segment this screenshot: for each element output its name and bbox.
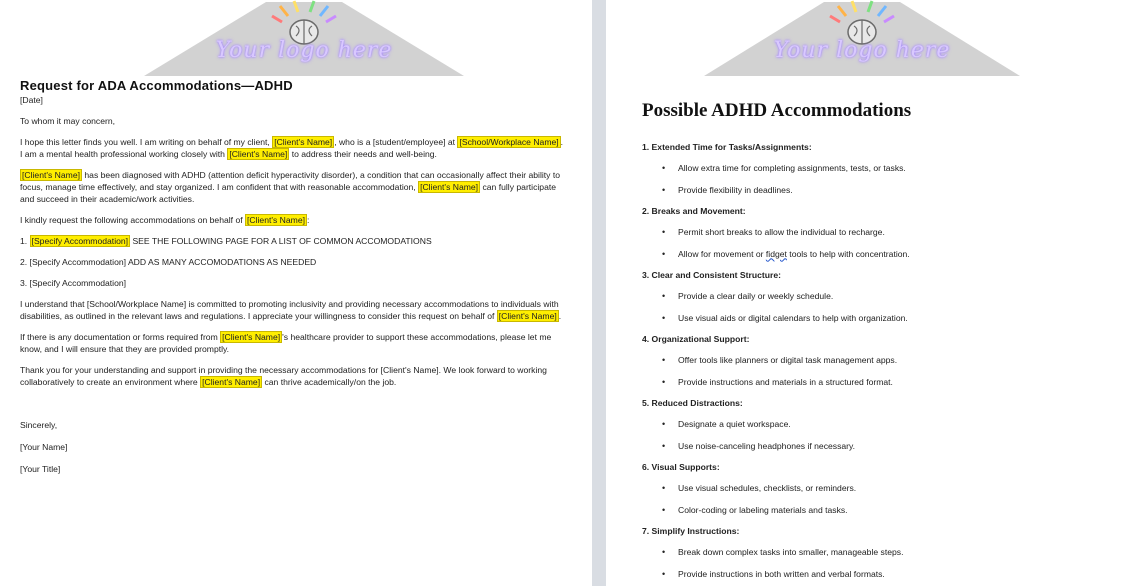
letter-paragraph: I kindly request the following accommodations on behalf of [Client's Name] : [20,215,310,225]
section-heading: 4. Organizational Support: [642,334,750,344]
list-item: • Provide instructions in both written and verbal formats. [662,568,885,579]
list-item: • Use noise-canceling headphones if necessary. [662,440,856,451]
letter-title: Request for ADA Accommodations—ADHD [20,78,293,93]
letter-body [20,80,565,485]
placeholder-highlight: [Client's Name] [274,137,333,147]
logo-banner [144,0,464,78]
list-item: • Use visual schedules, checklists, or reminders. [662,483,857,493]
list-item: • Designate a quiet workspace. [662,419,791,429]
list-item: • Break down complex tasks into smaller, manageable steps. [662,547,904,557]
list-item: • Use visual aids or digital calendars to help with organization. [662,312,908,323]
list-item: • Provide instructions and materials in a structured format. [662,376,893,387]
placeholder-highlight: [Client's Name] [22,170,80,180]
section-heading: 3. Clear and Consistent Structure: [642,270,781,280]
section-heading: 7. Simplify Instructions: [642,526,740,536]
placeholder-highlight: [Specify Accommodation] [31,236,129,246]
accommodations-title: Possible ADHD Accommodations [642,100,912,121]
letter-paragraph: I hope this letter finds you well. I am writing on behalf of my client, [Client's Name] , who is a [student/employee] at [School/Workplace Name] . I am a mental health professional working closely with [Client's Name] to address their needs and well-being. [20,137,564,159]
accommodations-page [606,0,1140,586]
list-item: • Allow extra time for completing assignments, tests, or tasks. [662,163,906,173]
letter-paragraph: [Client's Name] has been diagnosed with ADHD (attention deficit hyperactivity disorder), a condition that can occasionally affect their ability to focus, manage time effectively, and stay organized. I am confident that with reasonable accommodation, [Client's Name] can fully participate and succeed in their academic/work activities. [20,170,561,204]
logo-text: Your logo here [773,38,951,63]
letter-paragraph: Thank you for your understanding and support in providing the necessary accommodations for [Client's Name]. We look forward to working collaboratively to create an environment where [Client's Name] can thrive academically/on the job. [20,365,547,387]
section-heading: 2. Breaks and Movement: [642,206,746,216]
logo-text: Your logo here [215,38,393,63]
placeholder-highlight: [Client's Name] [420,182,479,192]
list-item: • Provide flexibility in deadlines. [662,184,793,195]
spellcheck-word: fidget [765,248,787,259]
logo-banner [704,0,1020,78]
accommodation-line: 2. [Specify Accommodation] ADD AS MANY ACCOMODATIONS AS NEEDED [20,257,317,267]
letter-date: [Date] [20,95,43,105]
placeholder-highlight: [Client's Name] [222,332,281,342]
letter-paragraph: I understand that [School/Workplace Name] is committed to promoting inclusivity and providing necessary accommodations to individuals with disabilities, as outlined in the relevant laws and regulations. I appreciate your willingness to consider this request on behalf of [Client's Name] . [20,299,562,321]
section-heading: 6. Visual Supports: [642,462,720,472]
letter-greeting: To whom it may concern, [20,116,116,126]
list-item: • Allow for movement or fidget tools to help with concentration. [662,248,910,259]
your-name: [Your Name] [20,442,68,452]
placeholder-highlight: [School/Workplace Name] [459,137,559,147]
placeholder-highlight: [Client's Name] [202,377,261,387]
list-item: • Permit short breaks to allow the individual to recharge. [662,227,885,237]
accommodation-line: 1. [Specify Accommodation] SEE THE FOLLOWING PAGE FOR A LIST OF COMMON ACCOMODATIONS [20,236,432,246]
accommodations-list [642,100,1122,586]
placeholder-highlight: [Client's Name] [498,311,557,321]
placeholder-highlight: [Client's Name] [229,149,288,159]
section-heading: 1. Extended Time for Tasks/Assignments: [642,142,812,152]
placeholder-highlight: [Client's Name] [247,215,305,225]
section-heading: 5. Reduced Distractions: [642,398,743,408]
your-title: [Your Title] [20,464,61,474]
signature-block [20,419,565,475]
letter-paragraph: If there is any documentation or forms required from [Client's Name] 's healthcare provider to support these accommodations, please let me know, and I will ensure that they are provided promptly. [20,332,552,354]
closing: Sincerely, [20,420,58,430]
accommodation-line: 3. [Specify Accommodation] [20,278,127,288]
list-item: • Color-coding or labeling materials and tasks. [662,504,848,515]
list-item: • Provide a clear daily or weekly schedule. [662,291,834,301]
list-item: • Offer tools like planners or digital task management apps. [662,355,898,365]
